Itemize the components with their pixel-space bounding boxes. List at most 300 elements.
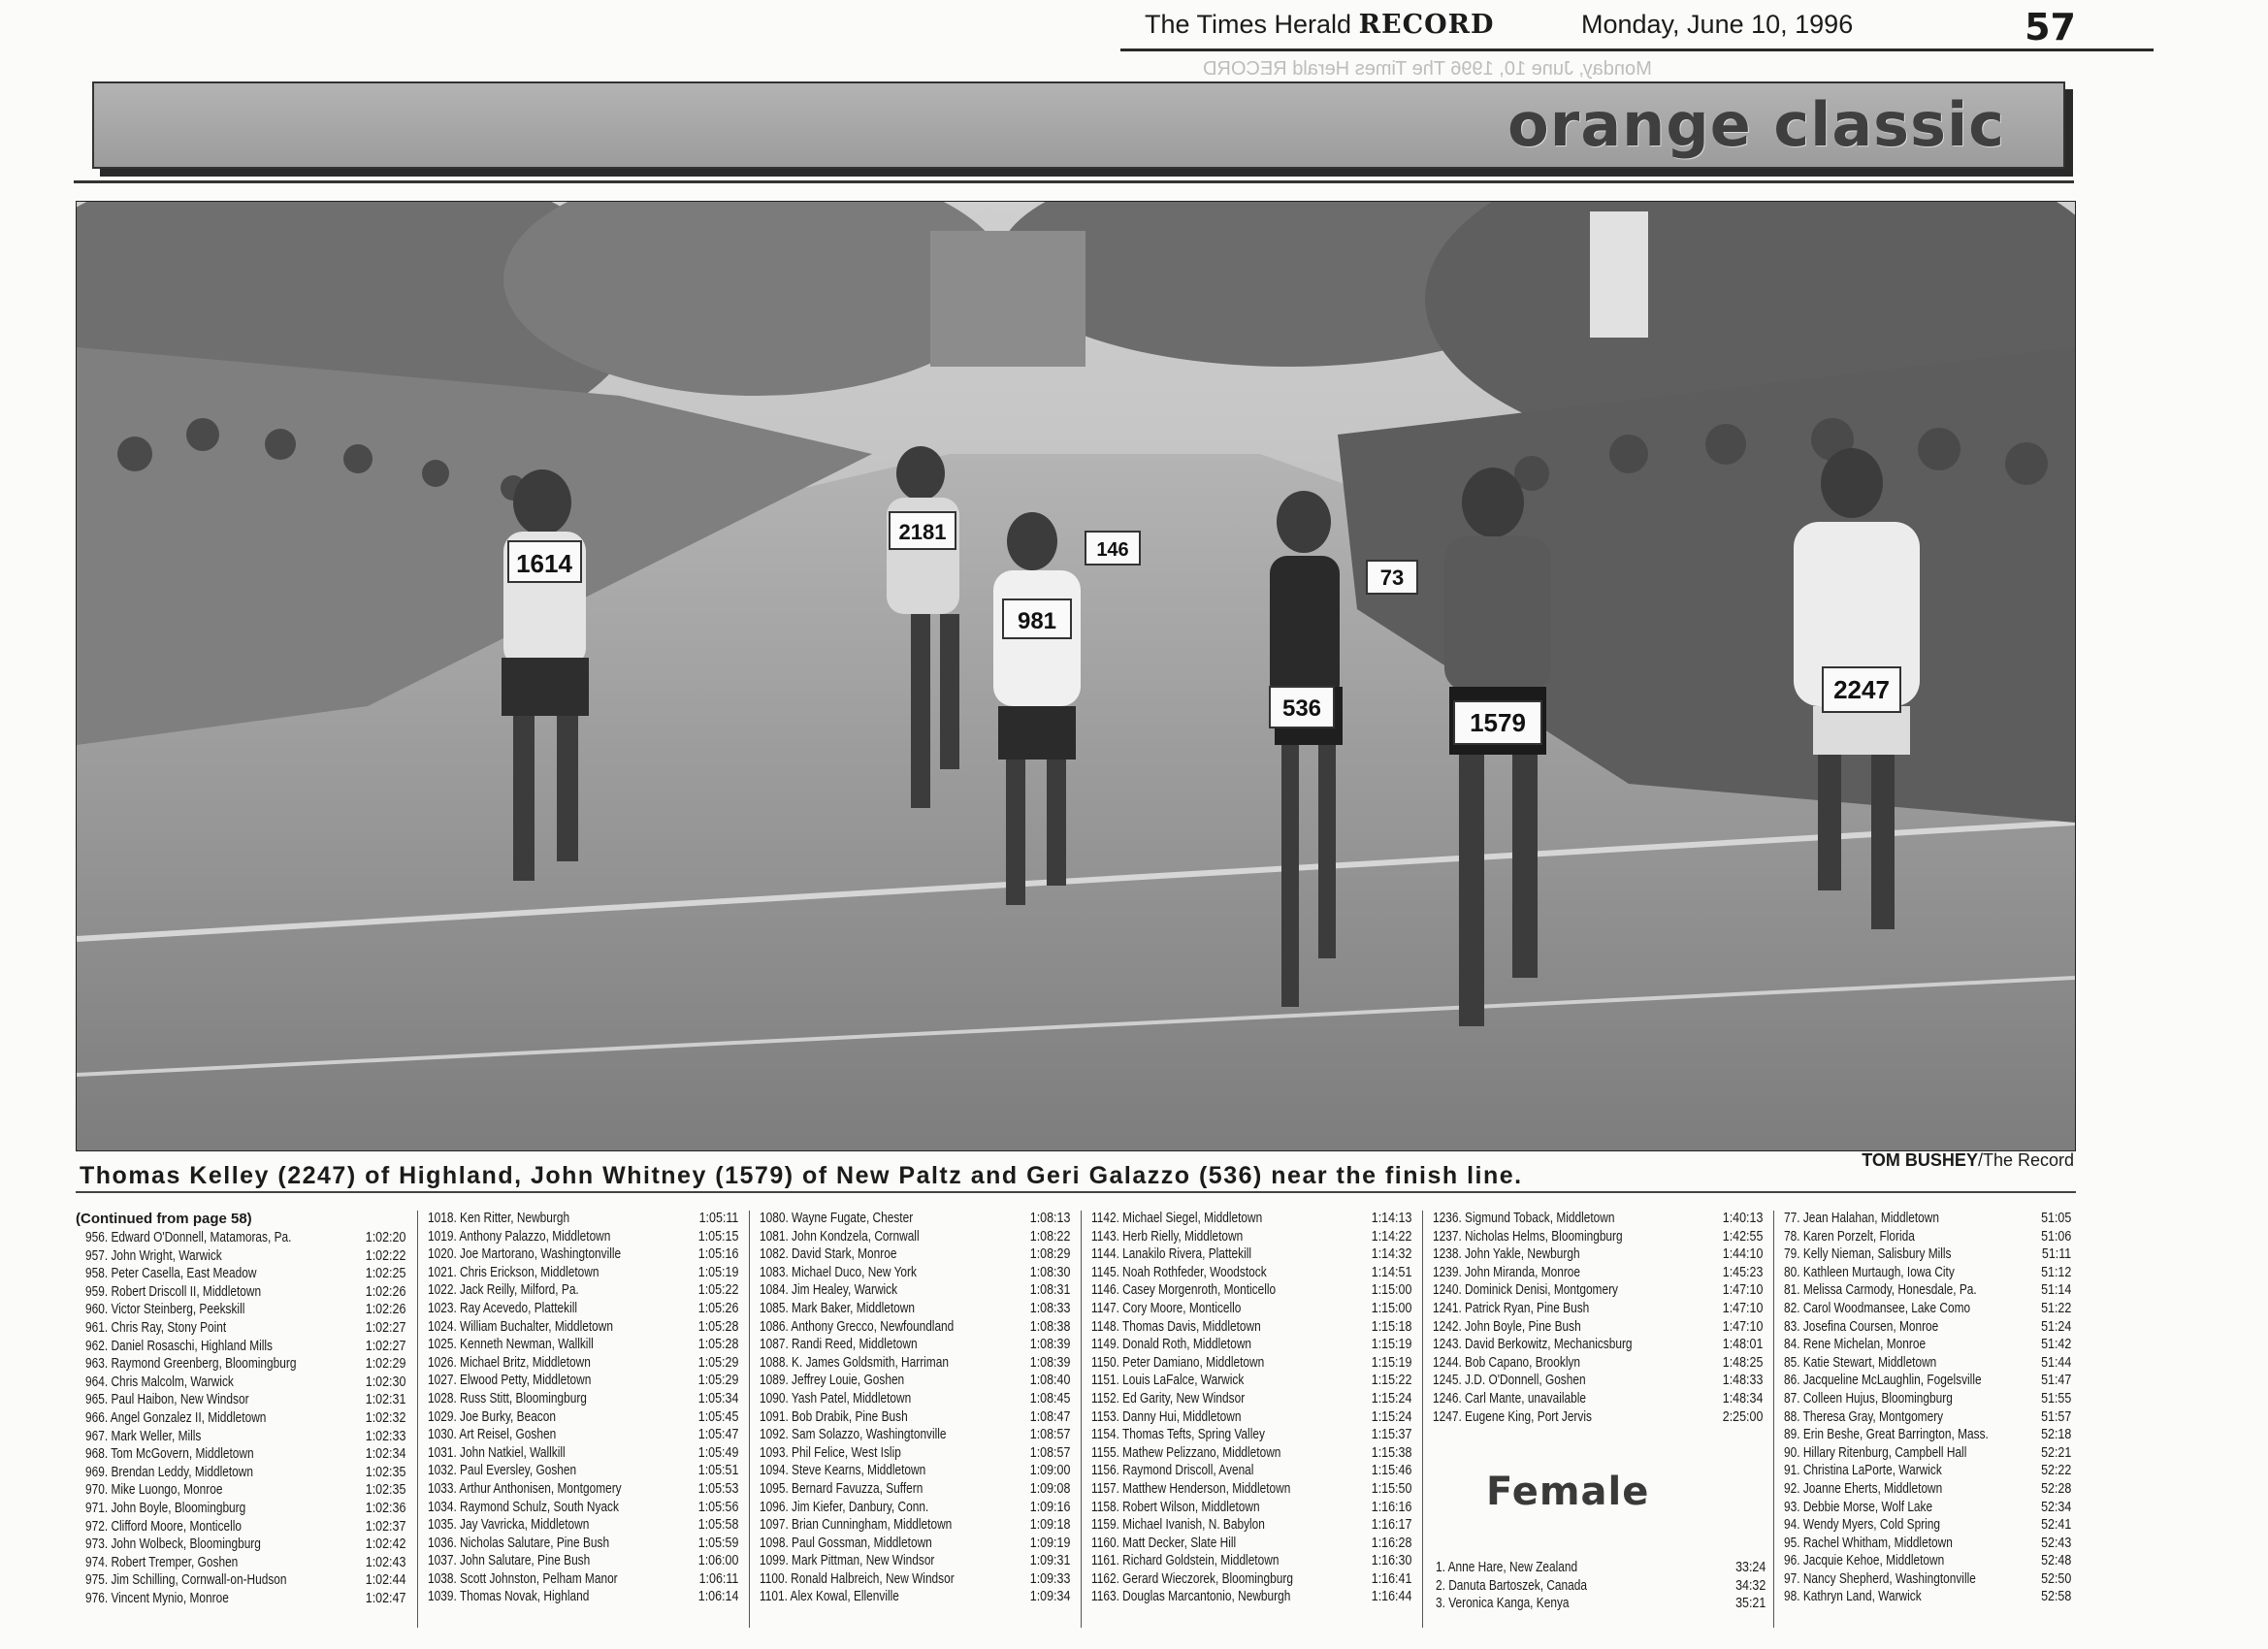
runner-name: 967. Mark Weller, Mills [85, 1428, 202, 1444]
runner-name: 1238. John Yakle, Newburgh [1433, 1246, 1580, 1263]
finish-time: 1:08:57 [1029, 1427, 1070, 1443]
finish-time: 1:15:50 [1371, 1480, 1411, 1497]
runner-name: 1097. Brian Cunningham, Middletown [760, 1517, 953, 1534]
result-row [1774, 1246, 2077, 1265]
finish-time: 1:15:24 [1371, 1408, 1411, 1425]
result-row [1082, 1536, 1417, 1554]
finish-time: 1:40:13 [1722, 1211, 1763, 1226]
finish-time: 1:09:08 [1029, 1480, 1070, 1497]
runner-name: 1151. Louis LaFalce, Warwick [1091, 1373, 1245, 1389]
result-row [1774, 1481, 2077, 1500]
runner-name: 1036. Nicholas Salutare, Pine Bush [428, 1535, 610, 1551]
runner-name: 94. Wendy Myers, Cold Spring [1784, 1517, 1941, 1534]
finish-time: 1:05:29 [697, 1373, 738, 1389]
finish-time: 1:08:39 [1029, 1354, 1070, 1371]
finish-time: 1:16:28 [1371, 1535, 1411, 1551]
runner-name: 1247. Eugene King, Port Jervis [1433, 1408, 1592, 1425]
runner-name: 1157. Matthew Henderson, Middletown [1091, 1480, 1291, 1497]
result-row [418, 1391, 744, 1409]
bib-1579: 1579 [1470, 708, 1526, 737]
finish-time: 51:06 [2040, 1228, 2071, 1245]
bib-1614: 1614 [516, 549, 572, 578]
finish-time: 1:15:24 [1371, 1390, 1411, 1406]
finish-time: 51:22 [2040, 1300, 2071, 1316]
runner-name: 1142. Michael Siegel, Middletown [1091, 1211, 1263, 1226]
result-row [418, 1409, 744, 1428]
result-row [1423, 1337, 1768, 1355]
race-photo [76, 201, 2076, 1151]
runner-name: 963. Raymond Greenberg, Bloomingburg [85, 1356, 297, 1373]
results-table [76, 1211, 2076, 1628]
result-row [1423, 1282, 1768, 1301]
finish-time: 1:02:26 [365, 1283, 405, 1300]
runner-name: 1024. William Buchalter, Middletown [428, 1318, 613, 1335]
finish-time: 51:55 [2040, 1390, 2071, 1406]
result-row [418, 1427, 744, 1445]
result-row [750, 1319, 1076, 1338]
finish-time: 51:44 [2040, 1354, 2071, 1371]
runner-name: 1236. Sigmund Toback, Middletown [1433, 1211, 1615, 1226]
finish-time: 1:48:33 [1722, 1373, 1763, 1389]
result-row [76, 1230, 411, 1248]
finish-time: 52:22 [2040, 1463, 2071, 1479]
result-row [1774, 1427, 2077, 1445]
result-row [1774, 1337, 2077, 1355]
finish-time: 1:15:19 [1371, 1354, 1411, 1371]
result-row [76, 1392, 411, 1410]
finish-time: 1:05:19 [697, 1264, 738, 1280]
result-row [76, 1591, 411, 1609]
result-row [1774, 1445, 2077, 1464]
result-row [1082, 1373, 1417, 1391]
result-row [1082, 1282, 1417, 1301]
result-row [750, 1409, 1076, 1428]
runner-name: 974. Robert Tremper, Goshen [85, 1554, 239, 1570]
finish-time: 1:47:10 [1722, 1300, 1763, 1316]
finish-time: 1:05:22 [697, 1282, 738, 1299]
runner-name: 961. Chris Ray, Stony Point [85, 1319, 227, 1336]
results-column-1 [76, 1211, 411, 1628]
runner-name: 79. Kelly Nieman, Salisbury Mills [1784, 1246, 1952, 1263]
finish-time: 1:15:19 [1371, 1337, 1411, 1353]
runner-name: 1023. Ray Acevedo, Plattekill [428, 1300, 578, 1316]
result-row [1423, 1246, 1768, 1265]
runner-name: 1039. Thomas Novak, Highland [428, 1589, 590, 1605]
runner-name: 972. Clifford Moore, Monticello [85, 1518, 243, 1535]
finish-time: 1:06:11 [698, 1570, 738, 1587]
result-row [1774, 1301, 2077, 1319]
bib-536: 536 [1281, 695, 1322, 722]
finish-time: 52:41 [2040, 1517, 2071, 1534]
finish-time: 1:16:41 [1371, 1570, 1411, 1587]
runner-name: 81. Melissa Carmody, Honesdale, Pa. [1784, 1282, 1977, 1299]
finish-time: 52:18 [2040, 1427, 2071, 1443]
finish-time: 1:44:10 [1722, 1246, 1763, 1263]
result-row [76, 1519, 411, 1537]
runner-name: 1088. K. James Goldsmith, Harriman [760, 1354, 949, 1371]
finish-time: 51:05 [2040, 1211, 2071, 1226]
result-row [1423, 1301, 1768, 1319]
bib-2247: 2247 [1833, 675, 1890, 704]
result-row [1774, 1553, 2077, 1571]
result-row [1082, 1571, 1417, 1590]
runner-name: 1240. Dominick Denisi, Montgomery [1433, 1282, 1618, 1299]
finish-time: 52:21 [2040, 1444, 2071, 1461]
result-row [1774, 1536, 2077, 1554]
runner-name: 1094. Steve Kearns, Middletown [760, 1463, 926, 1479]
result-row [1423, 1409, 1768, 1428]
runner-name: 1243. David Berkowitz, Mechanicsburg [1433, 1337, 1633, 1353]
result-row [750, 1282, 1076, 1301]
finish-time: 52:48 [2040, 1553, 2071, 1569]
runner-name: 968. Tom McGovern, Middletown [85, 1446, 254, 1463]
results-column-3 [749, 1211, 1076, 1628]
runner-name: 1018. Ken Ritter, Newburgh [428, 1211, 570, 1226]
result-row [750, 1463, 1076, 1481]
runner-name: 86. Jacqueline McLaughlin, Fogelsville [1784, 1373, 1982, 1389]
finish-time: 1:05:11 [698, 1211, 738, 1226]
finish-time: 1:05:16 [697, 1246, 738, 1263]
runner-name: 92. Joanne Eherts, Middletown [1784, 1480, 1943, 1497]
result-row [750, 1589, 1076, 1607]
paper-name-prefix: The Times Herald [1145, 10, 1352, 39]
runner-name: 77. Jean Halahan, Middletown [1784, 1211, 1939, 1226]
section-banner [92, 81, 2065, 169]
finish-time: 1:05:59 [697, 1535, 738, 1551]
newspaper-name [1145, 10, 1494, 40]
finish-time: 1:08:13 [1029, 1211, 1070, 1226]
runner-name: 1161. Richard Goldstein, Middletown [1091, 1553, 1280, 1569]
finish-time: 1:09:00 [1029, 1463, 1070, 1479]
finish-time: 1:02:35 [365, 1464, 405, 1480]
issue-date: Monday, June 10, 1996 [1581, 10, 1854, 39]
result-row [750, 1445, 1076, 1464]
finish-time: 1:08:31 [1029, 1282, 1070, 1299]
runner-name: 1032. Paul Eversley, Goshen [428, 1463, 577, 1479]
runner-name: 1096. Jim Kiefer, Danbury, Conn. [760, 1499, 929, 1515]
results-column-6 [1773, 1211, 2077, 1628]
runner-name: 1083. Michael Duco, New York [760, 1264, 917, 1280]
finish-time: 51:42 [2040, 1337, 2071, 1353]
result-row [1423, 1265, 1768, 1283]
result-row [750, 1355, 1076, 1374]
result-row [418, 1211, 744, 1229]
finish-time: 1:14:32 [1371, 1246, 1411, 1263]
result-row [1082, 1355, 1417, 1374]
result-row [418, 1373, 744, 1391]
result-row [1774, 1463, 2077, 1481]
bib-146: 146 [1096, 539, 1129, 561]
masthead [78, 6, 2076, 80]
runner-name: 1159. Michael Ivanish, N. Babylon [1091, 1517, 1265, 1534]
result-row [1082, 1463, 1417, 1481]
banner-divider [74, 180, 2074, 183]
result-row [418, 1500, 744, 1518]
result-row [1774, 1282, 2077, 1301]
runner-name: 1147. Cory Moore, Monticello [1091, 1300, 1242, 1316]
runner-name: 82. Carol Woodmansee, Lake Como [1784, 1300, 1971, 1316]
result-row [750, 1301, 1076, 1319]
runner-name: 2. Danuta Bartoszek, Canada [1436, 1577, 1587, 1594]
runner-name: 959. Robert Driscoll II, Middletown [85, 1283, 262, 1300]
photo-credit-name: TOM BUSHEY [1862, 1150, 1978, 1170]
finish-time: 51:47 [2040, 1373, 2071, 1389]
runner-name: 956. Edward O'Donnell, Matamoras, Pa. [85, 1230, 292, 1245]
runner-name: 87. Colleen Hujus, Bloomingburg [1784, 1390, 1953, 1406]
runner-name: 1020. Joe Martorano, Washingtonville [428, 1246, 622, 1263]
result-row [76, 1446, 411, 1465]
finish-time: 1:02:35 [365, 1482, 405, 1499]
result-row [750, 1536, 1076, 1554]
finish-time: 1:05:53 [697, 1480, 738, 1497]
result-row [1423, 1319, 1768, 1338]
finish-time: 52:34 [2040, 1499, 2071, 1515]
finish-time: 1:15:22 [1371, 1373, 1411, 1389]
runner-name: 98. Kathryn Land, Warwick [1784, 1589, 1922, 1605]
runner-name: 1244. Bob Capano, Brooklyn [1433, 1354, 1581, 1371]
finish-time: 1:05:49 [697, 1444, 738, 1461]
finish-time: 34:32 [1734, 1577, 1766, 1594]
runner-name: 1237. Nicholas Helms, Bloomingburg [1433, 1228, 1623, 1245]
finish-time: 1:06:14 [697, 1589, 738, 1605]
runner-name: 1155. Mathew Pelizzano, Middletown [1091, 1444, 1281, 1461]
finish-time: 1:02:34 [365, 1446, 405, 1463]
result-row [1423, 1355, 1768, 1374]
finish-time: 1:09:33 [1029, 1570, 1070, 1587]
finish-time: 1:14:51 [1371, 1264, 1411, 1280]
result-row [1082, 1229, 1417, 1247]
result-row [76, 1536, 411, 1555]
runner-name: 1143. Herb Rielly, Middletown [1091, 1228, 1244, 1245]
finish-time: 1:02:32 [365, 1409, 405, 1426]
runner-name: 1163. Douglas Marcantonio, Newburgh [1091, 1589, 1291, 1605]
result-row [76, 1555, 411, 1573]
runner-name: 93. Debbie Morse, Wolf Lake [1784, 1499, 1933, 1515]
runner-name: 3. Veronica Kanga, Kenya [1436, 1596, 1570, 1612]
finish-time: 1:14:13 [1371, 1211, 1411, 1226]
runner-name: 1021. Chris Erickson, Middletown [428, 1264, 599, 1280]
result-row [1082, 1517, 1417, 1536]
runner-name: 84. Rene Michelan, Monroe [1784, 1337, 1927, 1353]
runner-name: 1245. J.D. O'Donnell, Goshen [1433, 1373, 1586, 1389]
finish-time: 1:05:34 [697, 1390, 738, 1406]
finish-time: 1:02:27 [365, 1338, 405, 1354]
result-row [76, 1284, 411, 1303]
result-row [418, 1301, 744, 1319]
runner-name: 89. Erin Beshe, Great Barrington, Mass. [1784, 1427, 1989, 1443]
finish-time: 52:50 [2040, 1570, 2071, 1587]
runner-name: 1019. Anthony Palazzo, Middletown [428, 1228, 611, 1245]
result-row [750, 1211, 1076, 1229]
result-row [750, 1391, 1076, 1409]
bib-981: 981 [1017, 608, 1057, 634]
finish-time: 1:16:44 [1371, 1589, 1411, 1605]
result-row [1082, 1246, 1417, 1265]
result-row [1774, 1589, 2077, 1607]
finish-time: 52:58 [2040, 1589, 2071, 1605]
finish-time: 1:05:51 [697, 1463, 738, 1479]
result-row [418, 1481, 744, 1500]
bleed-through-text: Monday, June 10, 1996 The Times Herald RECORD [1203, 58, 1652, 80]
finish-time: 1:05:26 [697, 1300, 738, 1316]
race-photo-illustration [77, 202, 2075, 1150]
result-row [1082, 1391, 1417, 1409]
result-row [418, 1337, 744, 1355]
result-row [76, 1374, 411, 1393]
result-row [1774, 1229, 2077, 1247]
finish-time: 1:15:46 [1371, 1463, 1411, 1479]
result-row [750, 1517, 1076, 1536]
result-row [1774, 1211, 2077, 1229]
result-row [418, 1553, 744, 1571]
result-row [76, 1266, 411, 1284]
result-row [418, 1463, 744, 1481]
runner-name: 966. Angel Gonzalez II, Middletown [85, 1409, 267, 1426]
result-row [418, 1536, 744, 1554]
result-row [750, 1337, 1076, 1355]
runner-name: 1087. Randi Reed, Middletown [760, 1337, 918, 1353]
results-column-2 [417, 1211, 744, 1628]
runner-name: 1145. Noah Rothfeder, Woodstock [1091, 1264, 1267, 1280]
masthead-rule [1120, 48, 2154, 51]
finish-time: 1:08:40 [1029, 1373, 1070, 1389]
finish-time: 1:08:45 [1029, 1390, 1070, 1406]
result-row [1423, 1211, 1768, 1229]
finish-time: 1:02:37 [365, 1518, 405, 1535]
runner-name: 90. Hillary Ritenburg, Campbell Hall [1784, 1444, 1967, 1461]
finish-time: 51:24 [2040, 1318, 2071, 1335]
runner-name: 1086. Anthony Grecco, Newfoundland [760, 1318, 955, 1335]
finish-time: 1:09:18 [1029, 1517, 1070, 1534]
result-row [1774, 1319, 2077, 1338]
runner-name: 1092. Sam Solazzo, Washingtonville [760, 1427, 947, 1443]
runner-name: 1152. Ed Garity, New Windsor [1091, 1390, 1246, 1406]
page-number: 57 [2025, 6, 2076, 48]
finish-time: 1:05:56 [697, 1499, 738, 1515]
result-row [750, 1571, 1076, 1590]
results-column-4 [1081, 1211, 1417, 1628]
result-row [1082, 1427, 1417, 1445]
runner-name: 1101. Alex Kowal, Ellenville [760, 1589, 899, 1605]
runner-name: 1025. Kenneth Newman, Wallkill [428, 1337, 594, 1353]
result-row [76, 1429, 411, 1447]
finish-time: 1:02:22 [365, 1247, 405, 1264]
runner-name: 965. Paul Haibon, New Windsor [85, 1392, 249, 1408]
result-row [418, 1571, 744, 1590]
runner-name: 1034. Raymond Schulz, South Nyack [428, 1499, 619, 1515]
finish-time: 52:43 [2040, 1535, 2071, 1551]
runner-name: 1029. Joe Burky, Beacon [428, 1408, 556, 1425]
finish-time: 1:05:29 [697, 1354, 738, 1371]
photo-credit [1862, 1150, 2074, 1171]
runner-name: 1160. Matt Decker, Slate Hill [1091, 1535, 1237, 1551]
result-row [418, 1517, 744, 1536]
finish-time: 1:06:00 [697, 1553, 738, 1569]
result-row [1082, 1211, 1417, 1229]
runner-name: 1080. Wayne Fugate, Chester [760, 1211, 914, 1226]
runner-name: 1095. Bernard Favuzza, Suffern [760, 1480, 923, 1497]
runner-name: 95. Rachel Whitham, Middletown [1784, 1535, 1953, 1551]
runner-name: 958. Peter Casella, East Meadow [85, 1266, 257, 1282]
runner-name: 1241. Patrick Ryan, Pine Bush [1433, 1300, 1590, 1316]
finish-time: 1:02:47 [365, 1590, 405, 1606]
finish-time: 1:48:34 [1722, 1390, 1763, 1406]
runner-name: 1090. Yash Patel, Middletown [760, 1390, 912, 1406]
finish-time: 1:14:22 [1371, 1228, 1411, 1245]
runner-name: 957. John Wright, Warwick [85, 1247, 222, 1264]
finish-time: 51:12 [2040, 1264, 2071, 1280]
runner-name: 1028. Russ Stitt, Bloomingburg [428, 1390, 587, 1406]
runner-name: 78. Karen Porzelt, Florida [1784, 1228, 1915, 1245]
result-row [418, 1355, 744, 1374]
runner-name: 970. Mike Luongo, Monroe [85, 1482, 223, 1499]
finish-time: 1:15:18 [1371, 1318, 1411, 1335]
finish-time: 1:47:10 [1722, 1282, 1763, 1299]
runner-name: 1038. Scott Johnston, Pelham Manor [428, 1570, 618, 1587]
runner-name: 1153. Danny Hui, Middletown [1091, 1408, 1242, 1425]
runner-name: 1146. Casey Morgenroth, Monticello [1091, 1282, 1277, 1299]
runner-name: 1. Anne Hare, New Zealand [1436, 1560, 1578, 1575]
finish-time: 1:08:33 [1029, 1300, 1070, 1316]
finish-time: 1:02:36 [365, 1500, 405, 1516]
finish-time: 51:11 [2041, 1246, 2071, 1263]
result-row [1774, 1500, 2077, 1518]
result-row [750, 1427, 1076, 1445]
runner-name: 1149. Donald Roth, Middletown [1091, 1337, 1252, 1353]
runner-name: 971. John Boyle, Bloomingburg [85, 1500, 246, 1516]
result-row [1774, 1517, 2077, 1536]
result-row [418, 1319, 744, 1338]
result-row [1082, 1337, 1417, 1355]
runner-name: 97. Nancy Shepherd, Washingtonville [1784, 1570, 1976, 1587]
finish-time: 1:02:27 [365, 1319, 405, 1336]
finish-time: 1:48:25 [1722, 1354, 1763, 1371]
finish-time: 1:05:58 [697, 1517, 738, 1534]
result-row [76, 1248, 411, 1267]
finish-time: 2:25:00 [1722, 1408, 1763, 1425]
runner-name: 1148. Thomas Davis, Middletown [1091, 1318, 1261, 1335]
result-row [76, 1356, 411, 1374]
result-row [750, 1553, 1076, 1571]
runner-name: 1158. Robert Wilson, Middletown [1091, 1499, 1260, 1515]
finish-time: 1:05:28 [697, 1318, 738, 1335]
result-row [1082, 1553, 1417, 1571]
bib-2181: 2181 [898, 520, 947, 544]
finish-time: 1:09:34 [1029, 1589, 1070, 1605]
runner-name: 1091. Bob Drabik, Pine Bush [760, 1408, 908, 1425]
result-row [76, 1482, 411, 1501]
runner-name: 1150. Peter Damiano, Middletown [1091, 1354, 1265, 1371]
finish-time: 1:09:19 [1029, 1535, 1070, 1551]
result-row [1082, 1445, 1417, 1464]
result-row [1423, 1229, 1768, 1247]
result-row [418, 1282, 744, 1301]
finish-time: 1:02:33 [365, 1428, 405, 1444]
finish-time: 1:15:38 [1371, 1444, 1411, 1461]
finish-time: 35:21 [1734, 1596, 1766, 1612]
runner-name: 1089. Jeffrey Louie, Goshen [760, 1373, 905, 1389]
finish-time: 1:08:29 [1029, 1246, 1070, 1263]
finish-time: 1:02:44 [365, 1572, 405, 1589]
result-row [1426, 1560, 1771, 1578]
result-row [1774, 1409, 2077, 1428]
result-row [418, 1246, 744, 1265]
finish-time: 1:09:31 [1029, 1553, 1070, 1569]
result-row [1082, 1500, 1417, 1518]
result-row [750, 1500, 1076, 1518]
finish-time: 1:16:16 [1371, 1499, 1411, 1515]
finish-time: 1:02:31 [365, 1392, 405, 1408]
